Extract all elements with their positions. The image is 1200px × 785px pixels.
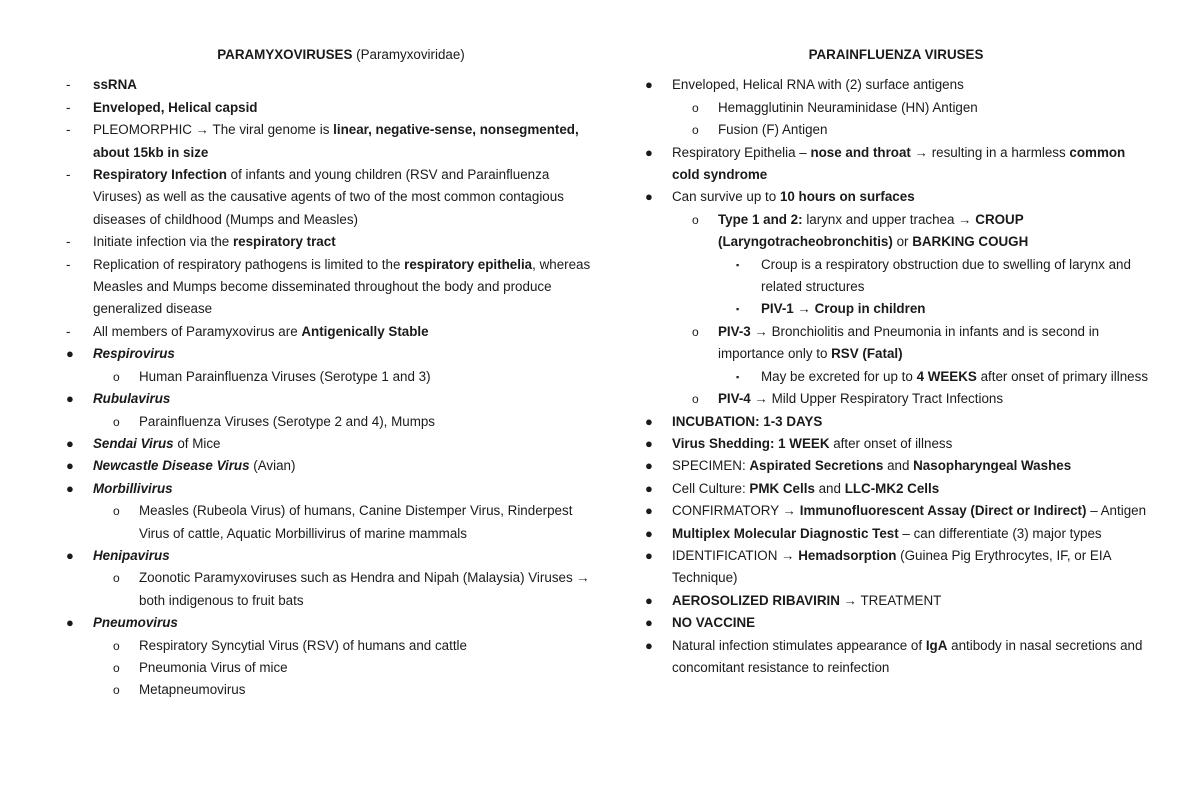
text-segment: Morbillivirus [93,480,173,496]
list-item-text [93,100,257,115]
list-item-text [672,77,964,92]
text-segment: Enveloped, Helical RNA with (2) surface antigens [672,77,964,93]
text-segment: linear, negative-sense, nonsegmented, about 15kb in size [93,122,579,160]
list-item-text [93,458,295,473]
text-segment: 10 hours on surfaces [779,189,915,205]
list-item [66,366,596,388]
text-segment: Pneumonia Virus of mice [139,659,288,675]
list-item-text [93,481,173,496]
list-item-text [718,122,827,137]
text-segment: Newcastle Disease Virus [93,458,250,474]
list-item-text [93,324,429,339]
list-item-text [139,570,590,607]
text-segment: PLEOMORPHIC → The viral genome is [93,122,334,138]
bullet-dot: ● [66,615,74,631]
list-item-text [93,122,579,159]
list-item [645,478,1155,500]
text-segment: (Paramyxoviridae) [352,47,465,62]
text-segment: AEROSOLIZED RIBAVIRIN [672,592,840,608]
list-item [645,612,1155,634]
text-segment: of infants and young children (RSV and Parainfluenza Viruses) as well as the causative agents of two of the most common contagious diseases of childhood (Mumps and Measles) [93,167,564,227]
text-segment: → Mild Upper Respiratory Tract Infections [750,391,1004,407]
bullet-circle: o [113,504,120,519]
text-segment: ssRNA [93,77,137,93]
text-segment: 4 WEEKS [916,368,977,384]
bullet-dot: ● [66,435,74,451]
dash-bullet: - [66,99,71,115]
list-item [66,254,596,321]
list-item [645,186,1155,208]
bullet-dot: ● [645,144,653,160]
list-item [645,321,1155,366]
list-item [645,119,1155,141]
right-heading [645,44,1155,66]
bullet-square: ▪ [736,259,740,270]
list-item [66,567,596,612]
list-item [645,455,1155,477]
list-item-text [672,458,1071,473]
text-segment: Virus Shedding: 1 WEEK [672,435,830,451]
text-segment: PIV-1 [761,301,794,317]
list-item [66,500,596,545]
bullet-circle: o [113,369,120,384]
list-item [66,97,596,119]
list-item-text [672,414,822,429]
list-item-text [761,369,1148,384]
text-segment: – can differentiate (3) major types [898,525,1102,541]
list-item-text [672,526,1102,541]
bullet-circle: o [692,392,699,407]
text-segment: CROUP (Laryngotracheobronchitis) [718,211,1024,250]
list-item [66,343,596,365]
list-item [645,411,1155,433]
text-segment: NO VACCINE [672,615,756,631]
text-segment: , whereas Measles and Mumps become disseminated throughout the body and produce generalized disease [93,256,591,317]
list-item-text [139,503,572,540]
text-segment: or [892,234,913,250]
text-segment: PIV-3 [718,323,751,339]
right-list [645,74,1155,679]
bullet-dot: ● [645,435,653,451]
list-item [645,254,1155,299]
list-item-text [139,414,435,429]
left-column [66,44,596,702]
list-item-text [718,212,1028,249]
text-segment: Enveloped, Helical capsid [93,99,258,115]
text-segment: Metapneumovirus [139,682,246,698]
bullet-dot: ● [645,503,653,519]
text-segment: Fusion (F) Antigen [718,122,828,138]
list-item [66,679,596,701]
list-item-text [672,615,755,630]
text-segment: respiratory epithelia [404,256,533,272]
bullet-dot: ● [645,189,653,205]
text-segment: Croup in children [814,301,926,317]
list-item-text [761,301,925,316]
bullet-circle: o [113,683,120,698]
list-item [645,388,1155,410]
bullet-dot: ● [645,637,653,653]
list-item-text [672,436,952,451]
left-list [66,74,596,701]
text-segment: Respiratory Infection [93,167,227,183]
text-segment: and [883,458,914,474]
list-item [645,142,1155,187]
text-segment: Measles (Rubeola Virus) of humans, Canine Distemper Virus, Rinderpest Virus of cattle, Aquatic Morbillivirus of marine mammals [139,503,573,541]
text-segment: Parainfluenza Viruses (Serotype 2 and 4), Mumps [139,413,435,429]
bullet-dot: ● [645,615,653,631]
list-item [645,366,1155,388]
text-segment: after onset of primary illness [976,368,1149,384]
list-item-text [139,369,431,384]
list-item-text [93,346,175,361]
text-segment: – Antigen [1086,503,1147,519]
list-item [645,97,1155,119]
list-item [66,74,596,96]
bullet-dot: ● [66,346,74,362]
text-segment: Respiratory Syncytial Virus (RSV) of humans and cattle [139,637,467,653]
list-item-text [672,593,941,608]
text-segment: Hemadsorption [798,547,897,563]
list-item-text [718,391,1003,406]
list-item [645,298,1155,320]
list-item [645,209,1155,254]
bullet-dot: ● [66,480,74,496]
list-item-text [672,145,1125,182]
list-item [645,433,1155,455]
bullet-dot: ● [66,391,74,407]
text-segment: → [793,301,815,317]
list-item [66,231,596,253]
dash-bullet: - [66,77,71,93]
list-item [645,635,1155,680]
list-item [66,478,596,500]
dash-bullet: - [66,122,71,138]
list-item [66,321,596,343]
bullet-dot: ● [66,547,74,563]
text-segment: larynx and upper trachea → [802,211,976,227]
list-item [66,411,596,433]
text-segment: Respiratory Epithelia – [672,144,811,160]
list-item-text [93,615,178,630]
list-item-text [93,391,170,406]
list-item-text [718,100,978,115]
dash-bullet: - [66,323,71,339]
text-segment: PMK Cells [749,480,815,496]
text-segment: Aspirated Secretions [749,458,884,474]
text-segment: antibody in nasal secretions and concomitant resistance to reinfection [672,637,1143,675]
bullet-dot: ● [645,547,653,563]
bullet-circle: o [113,638,120,653]
text-segment: Henipavirus [93,547,170,563]
text-segment: respiratory tract [232,234,336,250]
bullet-circle: o [692,324,699,339]
bullet-circle: o [113,571,120,586]
bullet-circle: o [113,414,120,429]
bullet-dot: ● [66,458,74,474]
right-column [645,44,1155,679]
dash-bullet: - [66,234,71,250]
text-segment: PARAMYXOVIRUSES [217,47,353,62]
text-segment: Pneumovirus [93,615,178,631]
text-segment: INCUBATION: 1-3 DAYS [672,413,823,429]
bullet-dot: ● [645,480,653,496]
text-segment: Initiate infection via the [93,234,233,250]
text-segment: Zoonotic Paramyxoviruses such as Hendra and Nipah (Malaysia) Viruses → both indigenous to fruit bats [139,570,590,608]
text-segment: Immunofluorescent Assay (Direct or Indirect) [799,503,1087,519]
bullet-dot: ● [645,525,653,541]
list-item [66,545,596,567]
left-heading [66,44,596,66]
text-segment: (Guinea Pig Erythrocytes, IF, or EIA Technique) [672,547,1111,586]
text-segment: Type 1 and 2: [718,211,803,227]
text-segment: nose and throat [810,144,911,160]
bullet-square: ▪ [736,371,740,382]
text-segment: and [814,480,845,496]
text-segment: BARKING COUGH [912,234,1029,250]
text-segment: Natural infection stimulates appearance of [672,637,926,653]
text-segment: → Bronchiolitis and Pneumonia in infants and is second in importance only to [718,323,1100,362]
list-item-text [93,436,221,451]
text-segment: IgA [925,637,948,653]
text-segment: Sendai Virus [93,435,174,451]
list-item-text [139,660,288,675]
list-item [66,612,596,634]
text-segment: Croup is a respiratory obstruction due to swelling of larynx and related structures [761,256,1131,295]
list-item-text [93,257,590,317]
text-segment: Multiplex Molecular Diagnostic Test [672,525,899,541]
list-item [645,74,1155,96]
list-item [645,545,1155,590]
bullet-circle: o [113,660,120,675]
text-segment: (Avian) [249,458,296,474]
list-item [645,500,1155,522]
bullet-circle: o [692,212,699,227]
bullet-dot: ● [645,77,653,93]
list-item [66,433,596,455]
text-segment: after onset of illness [829,435,953,451]
text-segment: IDENTIFICATION → [672,547,799,563]
list-item-text [93,77,137,92]
text-segment: All members of Paramyxovirus are [93,323,302,339]
text-segment: Can survive up to [672,189,780,205]
text-segment: → TREATMENT [839,592,942,608]
dash-bullet: - [66,167,71,183]
list-item-text [672,638,1142,675]
text-segment: RSV (Fatal) [831,346,903,362]
bullet-dot: ● [645,458,653,474]
text-segment: May be excreted for up to [761,368,917,384]
text-segment: SPECIMEN: [672,458,750,474]
list-item-text [93,548,170,563]
text-segment: Replication of respiratory pathogens is limited to the [93,256,405,272]
text-segment: Human Parainfluenza Viruses (Serotype 1 and 3) [139,368,431,384]
list-item [66,388,596,410]
text-segment: Cell Culture: [672,480,750,496]
list-item-text [718,324,1099,361]
list-item [66,164,596,231]
list-item-text [761,257,1131,294]
bullet-dot: ● [645,413,653,429]
text-segment: Nasopharyngeal Washes [913,458,1072,474]
list-item-text [672,481,939,496]
list-item-text [93,234,336,249]
text-segment: PARAINFLUENZA VIRUSES [808,47,984,62]
text-segment: → resulting in a harmless [910,144,1070,160]
dash-bullet: - [66,256,71,272]
text-segment: Respirovirus [93,346,175,362]
text-segment: LLC-MK2 Cells [844,480,940,496]
text-segment: Rubulavirus [93,391,171,407]
text-segment: Antigenically Stable [301,323,429,339]
list-item-text [672,189,915,204]
bullet-circle: o [692,100,699,115]
list-item-text [672,548,1111,585]
list-item-text [139,638,467,653]
list-item [66,635,596,657]
text-segment: PIV-4 [718,391,751,407]
bullet-dot: ● [645,592,653,608]
bullet-square: ▪ [736,304,740,315]
list-item [66,455,596,477]
list-item [645,590,1155,612]
text-segment: common cold syndrome [672,144,1126,183]
text-segment: CONFIRMATORY → [672,503,800,519]
list-item [66,657,596,679]
list-item [645,523,1155,545]
list-item [66,119,596,164]
list-item-text [93,167,564,227]
list-item-text [672,503,1146,518]
list-item-text [139,682,245,697]
text-segment: Hemagglutinin Neuraminidase (HN) Antigen [718,99,978,115]
bullet-circle: o [692,123,699,138]
text-segment: of Mice [173,435,221,451]
